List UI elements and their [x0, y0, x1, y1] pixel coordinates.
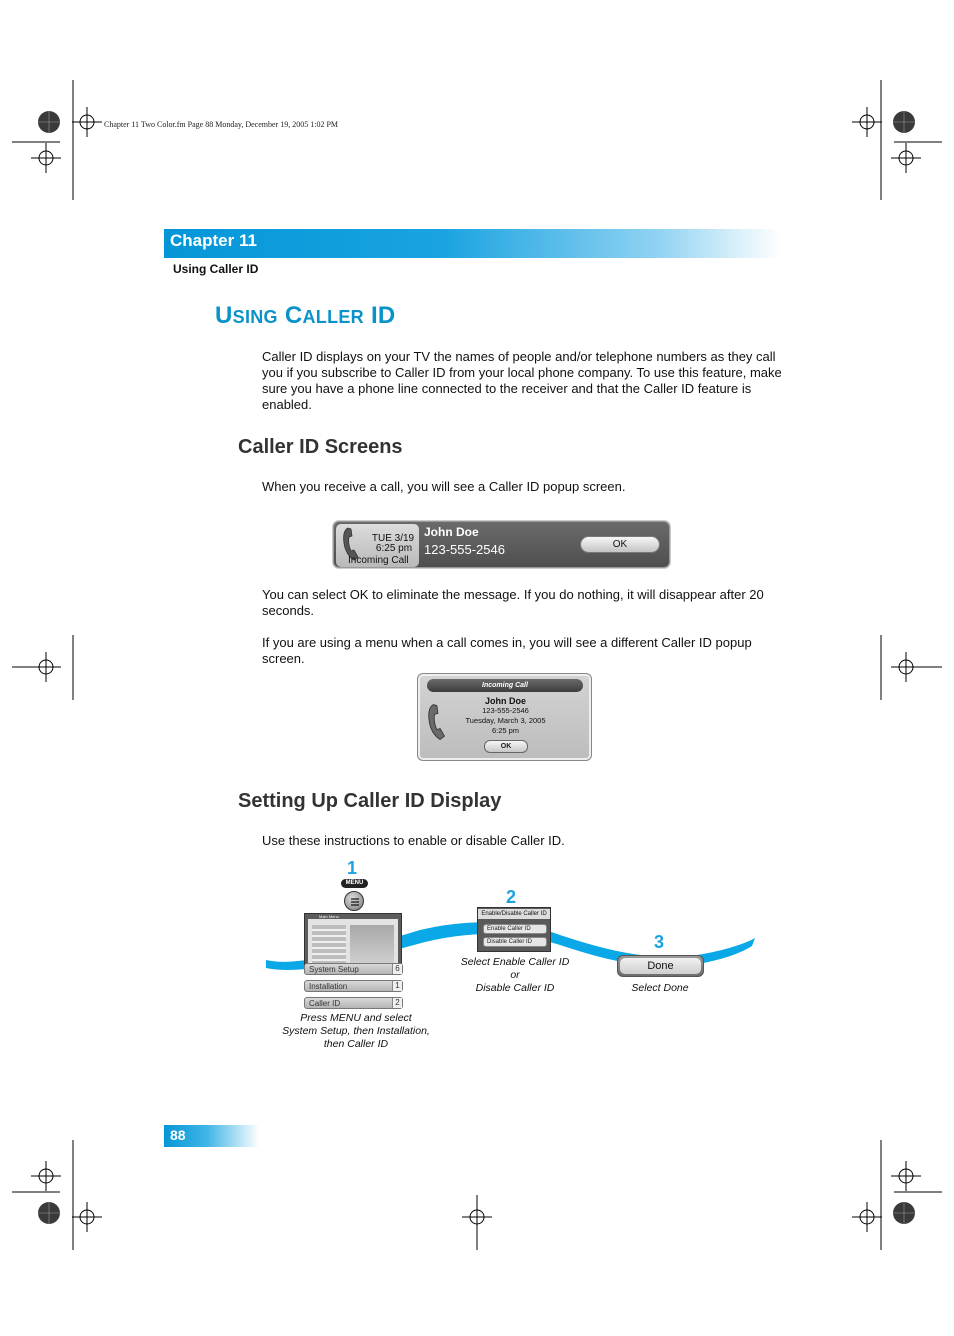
popup-ok-button[interactable]: OK	[484, 740, 528, 753]
menu-lines-icon	[345, 892, 365, 912]
popup-header: Incoming Call	[427, 679, 583, 692]
menu-row-number: 1	[392, 981, 402, 991]
section-heading-screens: Caller ID Screens	[238, 436, 403, 458]
step-2-number: 2	[506, 887, 517, 907]
popup-caller-name: John Doe	[484, 696, 526, 706]
banner-caller-phone: 123-555-2546	[424, 542, 505, 557]
screens-paragraph-2: You can select OK to eliminate the message. If you do nothing, it will disappear after 20 seconds.	[262, 587, 764, 618]
step-2-caption	[440, 956, 590, 995]
menu-row-label: Installation	[309, 982, 348, 991]
menu-row-installation[interactable]	[304, 980, 403, 992]
menu-list	[312, 925, 346, 965]
disable-caller-id-option[interactable]: Disable Caller ID	[483, 937, 547, 947]
print-header: Chapter 11 Two Color.fm Page 88 Monday, December 19, 2005 1:02 PM	[104, 120, 339, 129]
caption-line: or	[510, 969, 520, 981]
menu-row-label: Caller ID	[309, 999, 341, 1008]
chapter-title: Chapter 11	[170, 231, 257, 250]
title-small-sing: SING	[232, 307, 278, 327]
main-menu-title: Main Menu	[319, 914, 339, 919]
caption-line: Disable Caller ID	[475, 982, 555, 994]
menu-label: MENU	[341, 879, 368, 888]
popup-time: 6:25 pm	[491, 726, 520, 735]
main-menu-content	[308, 919, 398, 969]
banner-incoming-label: Incoming Call	[348, 555, 409, 566]
screens-paragraph-3: If you are using a menu when a call comes in, you will see a different Caller ID popup screen.	[262, 635, 752, 666]
done-button[interactable]	[617, 955, 704, 977]
banner-time: 6:25 pm	[375, 543, 413, 554]
title-small-aller: ALLER	[302, 307, 364, 327]
menu-row-number: 2	[392, 998, 402, 1008]
caption-line: then Caller ID	[323, 1038, 389, 1050]
intro-paragraph: Caller ID displays on your TV the names of people and/or telephone numbers as they call you if you subscribe to Caller ID from your local phone company. To use this feature, make sure you have a phone line connected to the receiver and that the Caller ID feature is enabled.	[262, 349, 782, 412]
setup-paragraph: Use these instructions to enable or disable Caller ID.	[262, 833, 565, 848]
menu-row-system-setup[interactable]	[304, 963, 403, 975]
caption-line: System Setup, then Installation,	[282, 1025, 430, 1037]
title-letter-u: U	[215, 302, 233, 329]
step-1-caption	[266, 1012, 446, 1051]
title-id: ID	[370, 302, 396, 329]
menu-preview	[350, 925, 394, 965]
title-letter-c: C	[284, 302, 303, 329]
menu-row-number: 6	[392, 964, 402, 974]
page-number: 88	[170, 1127, 186, 1143]
menu-button[interactable]	[344, 891, 364, 911]
caption-line: Press MENU and select	[300, 1012, 412, 1024]
popup-caller-phone: 123-555-2546	[482, 706, 529, 715]
enable-caller-id-option[interactable]: Enable Caller ID	[483, 924, 547, 934]
enable-disable-dialog	[477, 907, 551, 952]
menu-row-label: System Setup	[309, 965, 359, 974]
section-heading-setup: Setting Up Caller ID Display	[238, 790, 502, 812]
popup-date: Tuesday, March 3, 2005	[465, 716, 546, 725]
banner-date: TUE 3/19	[371, 533, 415, 544]
step-1-number: 1	[347, 858, 358, 878]
step-3-caption: Select Done	[631, 982, 689, 994]
enable-disable-title: Enable/Disable Caller ID	[478, 909, 550, 919]
menu-row-caller-id[interactable]	[304, 997, 403, 1009]
done-button-label: Done	[620, 958, 701, 974]
caption-line: Select Enable Caller ID	[460, 956, 570, 968]
running-head: Using Caller ID	[173, 262, 259, 276]
step-3-number: 3	[654, 932, 665, 952]
banner-caller-name: John Doe	[424, 525, 479, 539]
banner-ok-button[interactable]: OK	[580, 536, 660, 553]
screens-paragraph-1: When you receive a call, you will see a Caller ID popup screen.	[262, 479, 626, 494]
